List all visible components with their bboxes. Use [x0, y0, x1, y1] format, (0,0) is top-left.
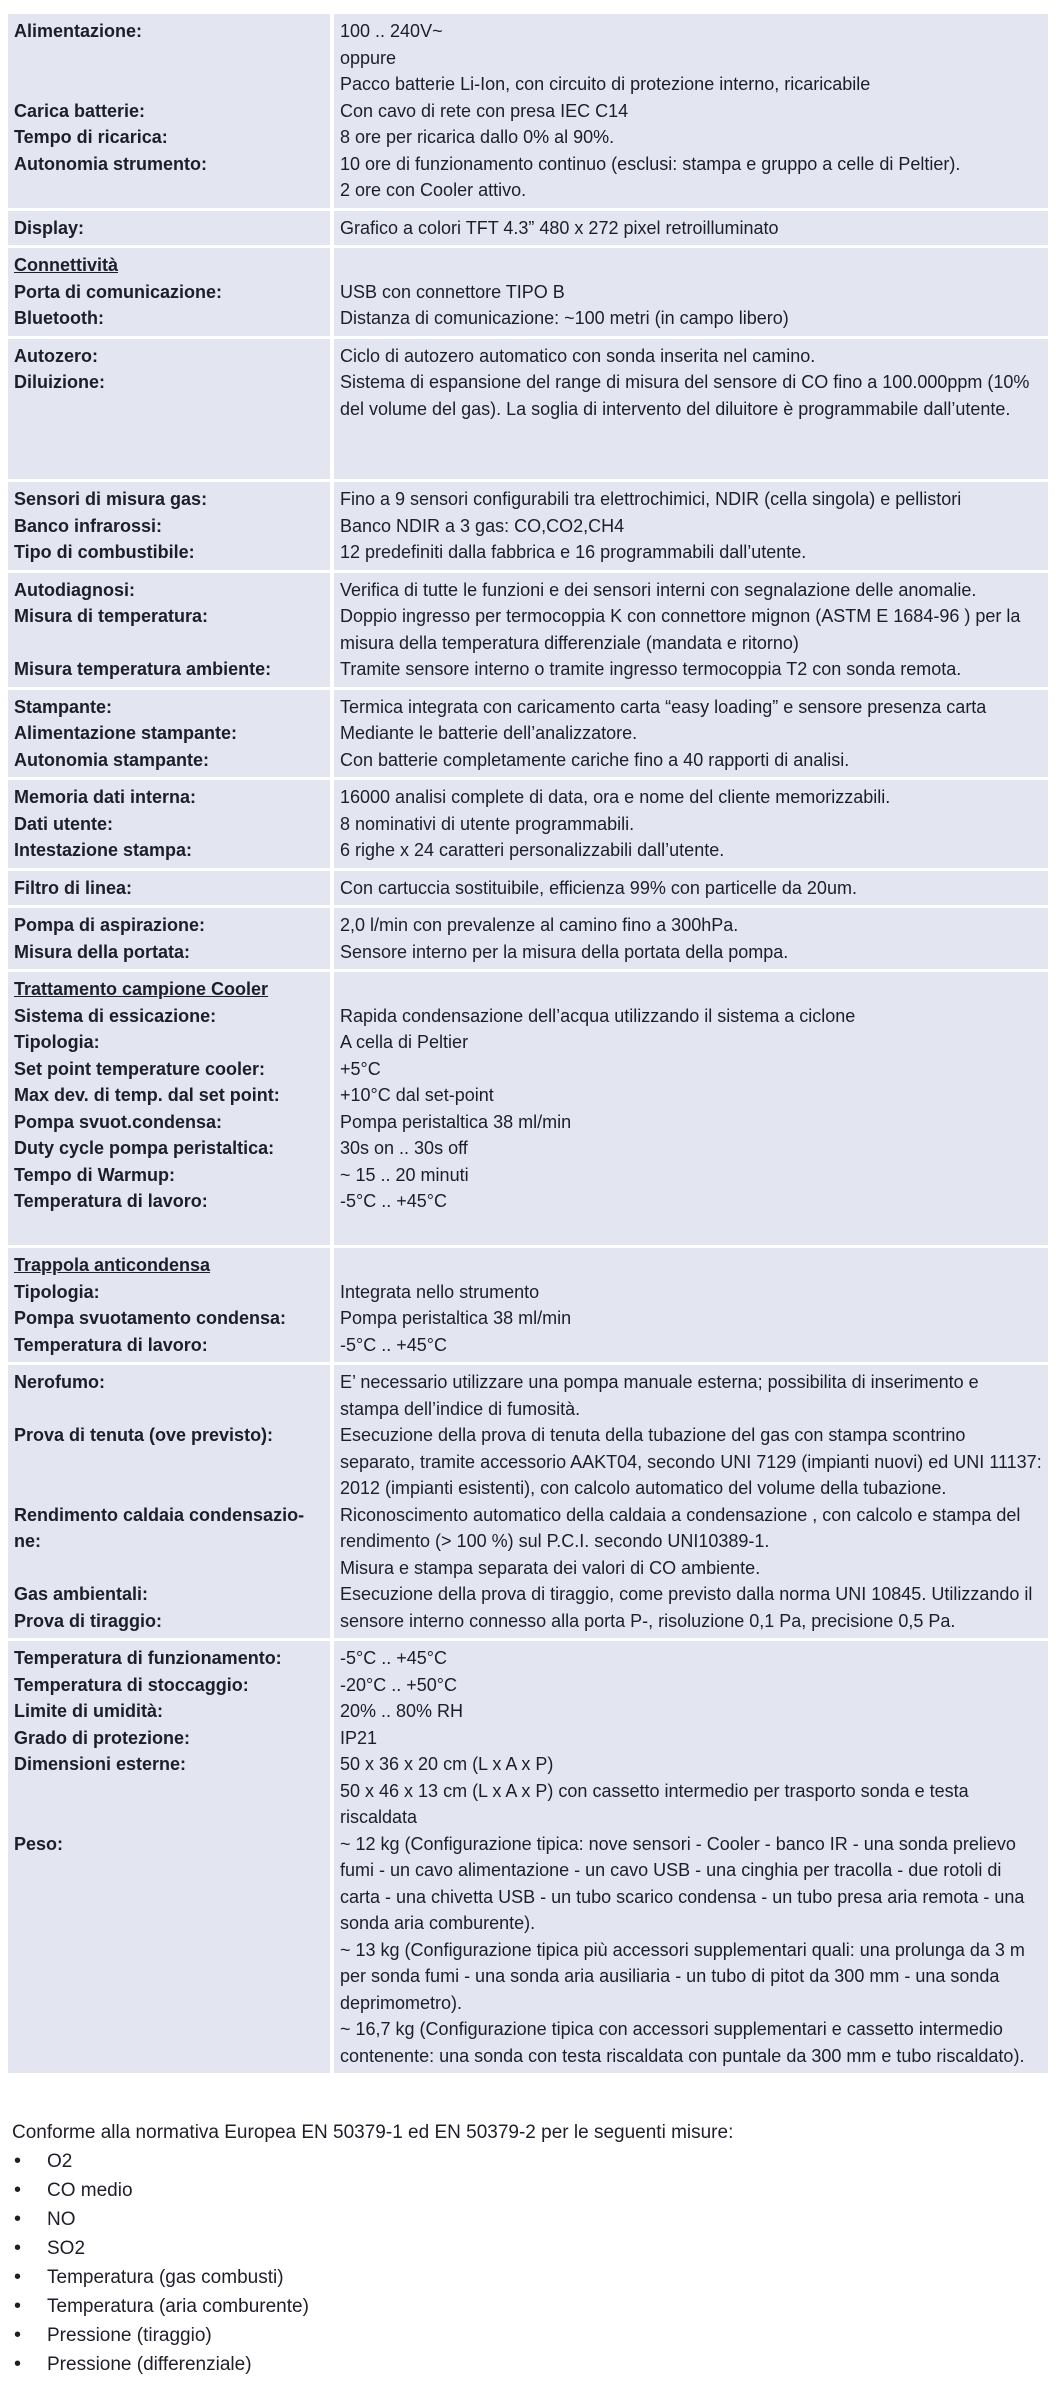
spec-label-cell — [8, 573, 330, 687]
spec-value-cell — [334, 1641, 1048, 2073]
spec-label: Pompa svuot.condensa: — [14, 1111, 223, 1132]
spec-value: Pompa peristaltica 38 ml/min — [340, 1111, 572, 1132]
spec-value: 30s on .. 30s off — [340, 1138, 468, 1158]
spec-label: Autodiagnosi: — [14, 579, 135, 600]
conformity-item: • Temperatura (aria comburente) — [12, 2292, 1042, 2321]
spec-label: Sensori di misura gas: — [14, 489, 208, 509]
spec-label: Max dev. di temp. dal set point: — [14, 1085, 280, 1105]
spec-label: Set point temperature cooler: — [14, 1058, 266, 1079]
spec-value: Sistema di espansione del range di misura del sensore di CO fino a 100.000ppm (10% del volume del gas). La soglia di intervento del diluitore è programmabile dall’utente. — [340, 372, 1030, 419]
spec-value: Sensore interno per la misura della portata della pompa. — [340, 941, 789, 962]
conformity-item: • CO medio — [12, 2176, 1042, 2205]
spec-value: -20°C .. +50°C — [340, 1674, 457, 1695]
spec-value: Con cartuccia sostituibile, efficienza 99% con particelle da 20um. — [340, 877, 857, 898]
spec-value: Rapida condensazione dell’acqua utilizzando il sistema a ciclone — [340, 1005, 856, 1026]
spec-label — [14, 177, 324, 204]
spec-value: ~ 12 kg (Configurazione tipica: nove sensori - Cooler - banco IR - una sonda prelievo fumi - un cavo alimentazione - un cavo USB - una cinghia per tracolla - due rotoli di carta - una chivetta USB - un tubo scarico condensa - un tubo presa aria remota - una sonda aria comburente). — [340, 1833, 1025, 1933]
spec-value: E’ necessario utilizzare una pompa manuale esterna; possibilita di inserimento e stampa dell’indice di fumosità. — [340, 1372, 979, 1419]
spec-label: Display: — [14, 217, 85, 238]
spec-value: USB con connettore TIPO B — [340, 281, 565, 302]
spec-label: Pompa di aspirazione: — [14, 915, 206, 935]
spec-label: Carica batterie: — [14, 100, 146, 121]
spec-group — [8, 573, 1048, 687]
spec-value-cell — [334, 211, 1048, 246]
spec-value: ~ 13 kg (Configurazione tipica più accessori supplementari quali: una prolunga da 3 m per sonda fumi - una sonda aria ausiliaria - un tubo di pitot da 300 mm - una sonda deprimometro). — [340, 1939, 1025, 2013]
spec-value: 2,0 l/min con prevalenze al camino fino a 300hPa. — [340, 915, 739, 935]
spec-label: Misura di temperatura: — [14, 606, 209, 626]
spec-label-cell — [8, 1248, 330, 1362]
spec-group — [8, 871, 1048, 906]
spec-label-cell — [8, 690, 330, 778]
spec-value: Verifica di tutte le funzioni e dei sensori interni con segnalazione delle anomalie. — [340, 579, 977, 600]
spec-label — [14, 1215, 324, 1242]
spec-label — [14, 449, 324, 476]
spec-value: Doppio ingresso per termocoppia K con connettore mignon (ASTM E 1684-96 ) per la misura della temperatura differenziale (mandata e ritorno) — [340, 606, 1021, 653]
spec-value: 8 ore per ricarica dallo 0% al 90%. — [340, 127, 615, 147]
spec-value: Distanza di comunicazione: ~100 metri (in campo libero) — [340, 308, 789, 328]
spec-value-cell — [334, 339, 1048, 480]
spec-value: Esecuzione della prova di tenuta della tubazione del gas con stampa scontrino separato, tramite accessorio AAKT04, secondo UNI 7129 (impianti nuovi) ed UNI 11137: 2012 (impianti esistenti), con calcolo automatico del volume della tubazione. — [340, 1425, 1042, 1498]
spec-value: +5°C — [340, 1058, 381, 1079]
spec-value: Integrata nello strumento — [340, 1281, 540, 1302]
spec-label: Alimentazione: — [14, 21, 143, 41]
spec-label: Tempo di ricarica: — [14, 127, 168, 147]
conformity-item: • Pressione (differenziale) — [12, 2350, 1042, 2379]
spec-value-cell — [334, 1365, 1048, 1638]
spec-label: Tipo di combustibile: — [14, 542, 195, 562]
spec-label — [14, 630, 324, 657]
spec-label-cell — [8, 780, 330, 868]
spec-label-cell — [8, 1641, 330, 2073]
conformity-item: • SO2 — [12, 2234, 1042, 2263]
spec-value: A cella di Peltier — [340, 1032, 469, 1052]
spec-group — [8, 690, 1048, 778]
spec-label: Temperatura di funzionamento: — [14, 1648, 282, 1668]
spec-value: Esecuzione della prova di tiraggio, come previsto dalla norma UNI 10845. Utilizzando il sensore interno connesso alla porta P-, risoluzione 0,1 Pa, precisione 0,5 Pa. — [340, 1584, 1033, 1631]
spec-group — [8, 1365, 1048, 1638]
spec-label — [14, 422, 324, 449]
spec-group — [8, 14, 1048, 208]
spec-value: Con cavo di rete con presa IEC C14 — [340, 100, 629, 121]
spec-table — [8, 14, 1048, 2076]
spec-label: Alimentazione stampante: — [14, 723, 238, 743]
spec-value-cell — [334, 14, 1048, 208]
spec-group — [8, 1641, 1048, 2073]
spec-value-cell — [334, 482, 1048, 570]
spec-label: Gas ambientali: — [14, 1584, 149, 1604]
conformity-item: • Temperatura (gas combusti) — [12, 2263, 1042, 2292]
spec-group — [8, 780, 1048, 868]
spec-label-cell — [8, 482, 330, 570]
conformity-item: • Pressione (tiraggio) — [12, 2321, 1042, 2350]
spec-value: Misura e stampa separata dei valori di CO ambiente. — [340, 1557, 761, 1578]
spec-value: Ciclo di autozero automatico con sonda inserita nel camino. — [340, 345, 816, 366]
spec-label: Diluizione: — [14, 372, 105, 392]
spec-value — [340, 1252, 1042, 1279]
spec-value: IP21 — [340, 1727, 378, 1748]
spec-value — [340, 1215, 1042, 1242]
spec-label: Pompa svuotamento condensa: — [14, 1308, 287, 1328]
spec-label: Memoria dati interna: — [14, 787, 197, 807]
spec-value-cell — [334, 248, 1048, 336]
spec-label: Grado di protezione: — [14, 1727, 191, 1748]
spec-label: Limite di umidità: — [14, 1701, 164, 1721]
conformity-list — [12, 2147, 1042, 2379]
spec-label — [14, 45, 324, 72]
spec-label-cell — [8, 211, 330, 246]
spec-label: Nerofumo: — [14, 1372, 105, 1392]
spec-value: 100 .. 240V~ — [340, 21, 443, 41]
spec-label — [14, 1555, 324, 1582]
spec-value: 50 x 36 x 20 cm (L x A x P) — [340, 1754, 554, 1774]
spec-value — [340, 976, 1042, 1003]
spec-label-cell — [8, 972, 330, 1245]
spec-value: Riconoscimento automatico della caldaia a condensazione , con calcolo e stampa del rendimento (> 100 %) sul P.C.I. secondo UNI10389-1. — [340, 1504, 1021, 1551]
spec-value: -5°C .. +45°C — [340, 1334, 447, 1355]
spec-label: Tipologia: — [14, 1032, 100, 1052]
spec-value: +10°C dal set-point — [340, 1085, 494, 1105]
spec-label — [14, 1396, 324, 1423]
spec-label — [14, 1449, 324, 1476]
spec-label — [14, 1804, 324, 1831]
spec-value-cell — [334, 1248, 1048, 1362]
spec-value: 20% .. 80% RH — [340, 1701, 464, 1721]
spec-group — [8, 248, 1048, 336]
spec-value: Mediante le batterie dell’analizzatore. — [340, 723, 638, 743]
spec-value: oppure — [340, 47, 397, 68]
spec-value-cell — [334, 573, 1048, 687]
spec-label: Prova di tenuta (ove previsto): — [14, 1425, 274, 1445]
spec-label: Bluetooth: — [14, 308, 104, 328]
spec-value: Pacco batterie Li-Ion, con circuito di protezione interno, ricaricabile — [340, 74, 871, 94]
spec-label: Banco infrarossi: — [14, 515, 163, 536]
spec-label-cell — [8, 339, 330, 480]
spec-label: Temperatura di lavoro: — [14, 1191, 208, 1211]
spec-label — [14, 1475, 324, 1502]
section-heading: Trappola anticondensa — [14, 1255, 211, 1275]
spec-label: Rendimento caldaia condensazio- — [14, 1504, 305, 1525]
spec-label: Filtro di linea: — [14, 877, 133, 898]
spec-value: 8 nominativi di utente programmabili. — [340, 813, 635, 834]
spec-group — [8, 908, 1048, 969]
section-heading: Connettività — [14, 255, 119, 275]
spec-value: ~ 16,7 kg (Configurazione tipica con accessori supplementari e cassetto intermedio contenente: una sonda con testa riscaldata con puntale da 300 mm e tubo riscaldato). — [340, 2019, 1025, 2066]
conformity-item: • NO — [12, 2205, 1042, 2234]
spec-label: Stampante: — [14, 696, 113, 717]
spec-value: Tramite sensore interno o tramite ingresso termocoppia T2 con sonda remota. — [340, 659, 962, 679]
spec-label: Intestazione stampa: — [14, 840, 193, 860]
spec-label: Duty cycle pompa peristaltica: — [14, 1138, 275, 1158]
spec-value: Fino a 9 sensori configurabili tra elettrochimici, NDIR (cella singola) e pellistori — [340, 489, 962, 509]
spec-label-cell — [8, 248, 330, 336]
spec-label-cell — [8, 14, 330, 208]
spec-label: Misura della portata: — [14, 941, 191, 962]
spec-label-cell — [8, 1365, 330, 1638]
spec-group — [8, 339, 1048, 480]
spec-group — [8, 482, 1048, 570]
spec-group — [8, 972, 1048, 1245]
spec-value: -5°C .. +45°C — [340, 1191, 447, 1211]
conformity-item: • O2 — [12, 2147, 1042, 2176]
spec-value-cell — [334, 908, 1048, 969]
spec-label — [14, 1778, 324, 1805]
spec-group — [8, 211, 1048, 246]
spec-value: 6 righe x 24 caratteri personalizzabili dall’utente. — [340, 840, 725, 860]
spec-label: Misura temperatura ambiente: — [14, 659, 272, 679]
spec-value: Pompa peristaltica 38 ml/min — [340, 1308, 572, 1328]
spec-label: Tempo di Warmup: — [14, 1164, 175, 1185]
spec-value: Banco NDIR a 3 gas: CO,CO2,CH4 — [340, 515, 625, 536]
spec-label: Autonomia stampante: — [14, 749, 210, 770]
spec-label: Tipologia: — [14, 1281, 100, 1302]
spec-group — [8, 1248, 1048, 1362]
spec-value: 12 predefiniti dalla fabbrica e 16 programmabili dall’utente. — [340, 542, 807, 562]
spec-value: 2 ore con Cooler attivo. — [340, 180, 527, 200]
spec-value: 16000 analisi complete di data, ora e nome del cliente memorizzabili. — [340, 787, 891, 807]
spec-label: Sistema di essicazione: — [14, 1005, 217, 1026]
spec-label: Temperatura di stoccaggio: — [14, 1674, 249, 1695]
spec-value-cell — [334, 690, 1048, 778]
spec-label: Peso: — [14, 1833, 64, 1854]
section-heading: Trattamento campione Cooler — [14, 979, 269, 999]
spec-label: Porta di comunicazione: — [14, 281, 223, 302]
spec-label: Autonomia strumento: — [14, 153, 207, 174]
spec-label: Dati utente: — [14, 813, 113, 834]
spec-value: -5°C .. +45°C — [340, 1648, 447, 1668]
spec-label — [14, 71, 324, 98]
spec-label: Dimensioni esterne: — [14, 1754, 187, 1774]
spec-value: Termica integrata con caricamento carta “easy loading” e sensore presenza carta — [340, 696, 987, 717]
spec-value-cell — [334, 780, 1048, 868]
spec-value: 10 ore di funzionamento continuo (esclusi: stampa e gruppo a celle di Peltier). — [340, 153, 961, 174]
spec-label: ne: — [14, 1531, 41, 1551]
spec-value: Grafico a colori TFT 4.3” 480 x 272 pixel retroilluminato — [340, 217, 779, 238]
spec-value: 50 x 46 x 13 cm (L x A x P) con cassetto intermedio per trasporto sonda e testa riscaldata — [340, 1780, 969, 1827]
spec-label-cell — [8, 908, 330, 969]
conformity-section — [12, 2118, 1042, 2379]
spec-value-cell — [334, 972, 1048, 1245]
spec-value: Con batterie completamente cariche fino a 40 rapporti di analisi. — [340, 749, 850, 770]
spec-label-cell — [8, 871, 330, 906]
spec-label: Temperatura di lavoro: — [14, 1334, 208, 1355]
spec-label — [14, 396, 324, 423]
spec-value: ~ 15 .. 20 minuti — [340, 1164, 469, 1185]
spec-value — [340, 252, 1042, 279]
spec-label: Prova di tiraggio: — [14, 1610, 163, 1631]
spec-label: Autozero: — [14, 345, 98, 366]
spec-value-cell — [334, 871, 1048, 906]
conformity-intro: Conforme alla normativa Europea EN 50379-1 ed EN 50379-2 per le seguenti misure: — [12, 2122, 734, 2143]
